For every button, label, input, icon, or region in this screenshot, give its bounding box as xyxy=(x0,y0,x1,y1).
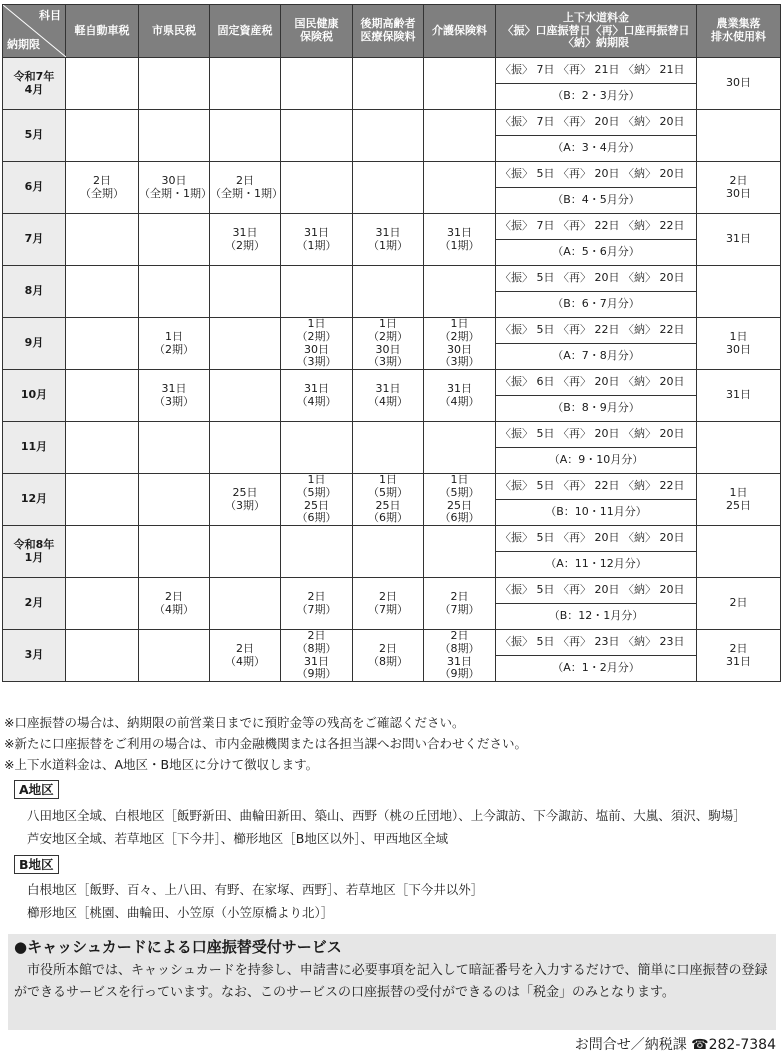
month-cell: 5月 xyxy=(3,110,66,162)
corner-top-label: 科目 xyxy=(39,9,61,22)
due-cell-kouki: 31日 （4期） xyxy=(353,370,424,422)
due-cell-kokuho xyxy=(281,266,353,318)
due-cell-shiken xyxy=(139,266,210,318)
water-period-cell: （A：3・4月分） xyxy=(496,136,697,162)
table-header-row xyxy=(3,5,781,58)
due-cell-kei xyxy=(66,58,139,110)
header-kaigo: 介護保険料 xyxy=(424,5,496,58)
water-period-cell: （B：6・7月分） xyxy=(496,292,697,318)
due-cell-kaigo: 31日 （4期） xyxy=(424,370,496,422)
due-cell-kei xyxy=(66,266,139,318)
month-cell: 2月 xyxy=(3,578,66,630)
due-cell-shiken: 1日 （2期） xyxy=(139,318,210,370)
due-cell-nogyo: 2日 30日 xyxy=(697,162,781,214)
due-cell-nogyo: 31日 xyxy=(697,370,781,422)
due-cell-nogyo: 1日 25日 xyxy=(697,474,781,526)
due-cell-kokuho xyxy=(281,58,353,110)
water-period-cell: （B：12・1月分） xyxy=(496,604,697,630)
due-cell-kei xyxy=(66,318,139,370)
due-cell-nogyo: 31日 xyxy=(697,214,781,266)
due-cell-nogyo xyxy=(697,110,781,162)
due-cell-nogyo xyxy=(697,526,781,578)
water-period-cell: （A：5・6月分） xyxy=(496,240,697,266)
header-water: 上下水道料金 〈振〉口座振替日〈再〉口座再振替日 〈納〉納期限 xyxy=(496,5,697,58)
due-cell-shiken xyxy=(139,110,210,162)
header-shiken: 市県民税 xyxy=(139,5,210,58)
table-row xyxy=(3,214,781,240)
due-cell-kotei xyxy=(210,422,281,474)
due-cell-kokuho xyxy=(281,422,353,474)
area-b-text xyxy=(27,878,483,924)
due-cell-shiken xyxy=(139,422,210,474)
due-cell-kouki: 31日 （1期） xyxy=(353,214,424,266)
note-line: ※新たに口座振替をご利用の場合は、市内金融機関または各担当課へお問い合わせください。 xyxy=(4,736,527,751)
due-cell-kei xyxy=(66,422,139,474)
water-dates-cell: 〈振〉 7日 〈再〉 21日 〈納〉 21日 xyxy=(496,58,697,84)
table-row xyxy=(3,110,781,136)
water-period-cell: （A：1・2月分） xyxy=(496,656,697,682)
due-cell-nogyo: 2日 31日 xyxy=(697,630,781,682)
table-row xyxy=(3,318,781,344)
table-row xyxy=(3,162,781,188)
month-cell: 8月 xyxy=(3,266,66,318)
due-cell-kaigo: 2日 （8期） 31日 （9期） xyxy=(424,630,496,682)
cash-card-service-body: 市役所本館では、キャッシュカードを持参し、申請書に必要事項を記入して暗証番号を入力するだけで、簡単に口座振替の登録ができるサービスを行っています。なお、このサービスの口座振替の受付ができるのは「税金」のみとなります。 xyxy=(14,963,768,1000)
due-cell-nogyo xyxy=(697,266,781,318)
header-kotei: 固定資産税 xyxy=(210,5,281,58)
water-period-cell: （A：11・12月分） xyxy=(496,552,697,578)
due-cell-nogyo xyxy=(697,422,781,474)
due-cell-kouki xyxy=(353,266,424,318)
table-row xyxy=(3,526,781,552)
due-cell-nogyo: 1日 30日 xyxy=(697,318,781,370)
due-cell-kotei: 31日 （2期） xyxy=(210,214,281,266)
due-cell-shiken xyxy=(139,526,210,578)
month-cell: 10月 xyxy=(3,370,66,422)
month-cell: 7月 xyxy=(3,214,66,266)
due-cell-nogyo: 2日 xyxy=(697,578,781,630)
header-kei: 軽自動車税 xyxy=(66,5,139,58)
month-cell: 6月 xyxy=(3,162,66,214)
due-cell-kouki: 2日 （8期） xyxy=(353,630,424,682)
due-cell-kouki xyxy=(353,526,424,578)
cash-card-service-title: ●キャッシュカードによる口座振替受付サービス xyxy=(14,938,342,956)
due-cell-kouki: 2日 （7期） xyxy=(353,578,424,630)
note-line: ※口座振替の場合は、納期限の前営業日までに預貯金等の残高をご確認ください。 xyxy=(4,715,465,730)
due-cell-kotei: 2日 （全期・1期） xyxy=(210,162,281,214)
month-cell: 12月 xyxy=(3,474,66,526)
note-line: ※上下水道料金は、A地区・B地区に分けて徴収します。 xyxy=(4,757,319,772)
water-dates-cell: 〈振〉 7日 〈再〉 20日 〈納〉 20日 xyxy=(496,110,697,136)
due-cell-kouki xyxy=(353,110,424,162)
due-cell-shiken: 30日 （全期・1期） xyxy=(139,162,210,214)
due-cell-kotei xyxy=(210,318,281,370)
header-kokuho: 国民健康 保険税 xyxy=(281,5,353,58)
table-row xyxy=(3,266,781,292)
due-cell-kotei xyxy=(210,526,281,578)
due-cell-kotei: 2日 （4期） xyxy=(210,630,281,682)
due-cell-kokuho: 31日 （1期） xyxy=(281,214,353,266)
water-period-cell: （B：2・3月分） xyxy=(496,84,697,110)
due-cell-kotei: 25日 （3期） xyxy=(210,474,281,526)
table-row xyxy=(3,578,781,604)
due-cell-kei xyxy=(66,110,139,162)
corner-header xyxy=(3,5,66,58)
due-cell-shiken xyxy=(139,630,210,682)
notes xyxy=(4,712,527,775)
month-cell: 3月 xyxy=(3,630,66,682)
due-cell-kokuho xyxy=(281,110,353,162)
due-cell-kei xyxy=(66,526,139,578)
water-dates-cell: 〈振〉 5日 〈再〉 20日 〈納〉 20日 xyxy=(496,526,697,552)
water-dates-cell: 〈振〉 5日 〈再〉 20日 〈納〉 20日 xyxy=(496,162,697,188)
due-cell-kei xyxy=(66,370,139,422)
area-a-line: 八田地区全域、白根地区［飯野新田、曲輪田新田、築山、西野（桃の丘団地）、上今諏訪、下今諏訪、塩前、大嵐、須沢、駒場］ xyxy=(27,808,746,823)
due-cell-kokuho xyxy=(281,162,353,214)
area-b-line: 櫛形地区［桃園、曲輪田、小笠原（小笠原橋より北）］ xyxy=(27,905,334,920)
contact-info: お問合せ／納税課 ☎282-7384 xyxy=(574,1037,776,1053)
due-cell-kokuho: 1日 （2期） 30日 （3期） xyxy=(281,318,353,370)
due-cell-kei xyxy=(66,214,139,266)
due-cell-nogyo: 30日 xyxy=(697,58,781,110)
water-dates-cell: 〈振〉 5日 〈再〉 20日 〈納〉 20日 xyxy=(496,266,697,292)
water-period-cell: （A：7・8月分） xyxy=(496,344,697,370)
payment-schedule-table xyxy=(2,4,781,682)
due-cell-kaigo xyxy=(424,162,496,214)
water-dates-cell: 〈振〉 5日 〈再〉 20日 〈納〉 20日 xyxy=(496,422,697,448)
due-cell-kaigo xyxy=(424,58,496,110)
area-a-text xyxy=(27,804,746,850)
due-cell-kokuho: 2日 （8期） 31日 （9期） xyxy=(281,630,353,682)
due-cell-kouki xyxy=(353,162,424,214)
area-b-label: B地区 xyxy=(14,855,59,874)
due-cell-kotei xyxy=(210,110,281,162)
water-period-cell: （B：8・9月分） xyxy=(496,396,697,422)
header-kouki: 後期高齢者 医療保険料 xyxy=(353,5,424,58)
month-cell: 9月 xyxy=(3,318,66,370)
area-a-line: 芦安地区全域、若草地区［下今井］、櫛形地区［B地区以外］、甲西地区全域 xyxy=(27,831,449,846)
due-cell-kaigo: 1日 （5期） 25日 （6期） xyxy=(424,474,496,526)
due-cell-kotei xyxy=(210,370,281,422)
month-cell: 令和8年 1月 xyxy=(3,526,66,578)
due-cell-kaigo xyxy=(424,422,496,474)
water-dates-cell: 〈振〉 5日 〈再〉 22日 〈納〉 22日 xyxy=(496,474,697,500)
due-cell-kouki xyxy=(353,58,424,110)
due-cell-kokuho xyxy=(281,526,353,578)
water-period-cell: （B：4・5月分） xyxy=(496,188,697,214)
due-cell-kouki: 1日 （5期） 25日 （6期） xyxy=(353,474,424,526)
due-cell-kaigo: 31日 （1期） xyxy=(424,214,496,266)
due-cell-shiken xyxy=(139,474,210,526)
due-cell-shiken: 2日 （4期） xyxy=(139,578,210,630)
due-cell-shiken: 31日 （3期） xyxy=(139,370,210,422)
due-cell-kaigo: 1日 （2期） 30日 （3期） xyxy=(424,318,496,370)
due-cell-kei: 2日 （全期） xyxy=(66,162,139,214)
month-cell: 令和7年 4月 xyxy=(3,58,66,110)
due-cell-kotei xyxy=(210,58,281,110)
due-cell-kaigo: 2日 （7期） xyxy=(424,578,496,630)
due-cell-kaigo xyxy=(424,526,496,578)
corner-bottom-label: 納期限 xyxy=(7,38,40,52)
water-dates-cell: 〈振〉 5日 〈再〉 23日 〈納〉 23日 xyxy=(496,630,697,656)
due-cell-kaigo xyxy=(424,266,496,318)
due-cell-kokuho: 1日 （5期） 25日 （6期） xyxy=(281,474,353,526)
water-dates-cell: 〈振〉 7日 〈再〉 22日 〈納〉 22日 xyxy=(496,214,697,240)
table-row xyxy=(3,422,781,448)
due-cell-kouki xyxy=(353,422,424,474)
month-cell: 11月 xyxy=(3,422,66,474)
due-cell-kaigo xyxy=(424,110,496,162)
due-cell-shiken xyxy=(139,58,210,110)
due-cell-shiken xyxy=(139,214,210,266)
table-row xyxy=(3,58,781,84)
table-row xyxy=(3,370,781,396)
due-cell-kokuho: 2日 （7期） xyxy=(281,578,353,630)
due-cell-kouki: 1日 （2期） 30日 （3期） xyxy=(353,318,424,370)
due-cell-kokuho: 31日 （4期） xyxy=(281,370,353,422)
area-b-line: 白根地区［飯野、百々、上八田、有野、在家塚、西野］、若草地区［下今井以外］ xyxy=(27,882,484,897)
due-cell-kotei xyxy=(210,578,281,630)
cash-card-service-box xyxy=(8,934,776,1030)
water-dates-cell: 〈振〉 6日 〈再〉 20日 〈納〉 20日 xyxy=(496,370,697,396)
water-dates-cell: 〈振〉 5日 〈再〉 22日 〈納〉 22日 xyxy=(496,318,697,344)
water-period-cell: （A：9・10月分） xyxy=(496,448,697,474)
table-row xyxy=(3,474,781,500)
table-row xyxy=(3,630,781,656)
water-dates-cell: 〈振〉 5日 〈再〉 20日 〈納〉 20日 xyxy=(496,578,697,604)
due-cell-kei xyxy=(66,630,139,682)
header-nogyo: 農業集落 排水使用料 xyxy=(697,5,781,58)
due-cell-kotei xyxy=(210,266,281,318)
due-cell-kei xyxy=(66,578,139,630)
water-period-cell: （B：10・11月分） xyxy=(496,500,697,526)
due-cell-kei xyxy=(66,474,139,526)
area-a-label: A地区 xyxy=(14,780,59,799)
